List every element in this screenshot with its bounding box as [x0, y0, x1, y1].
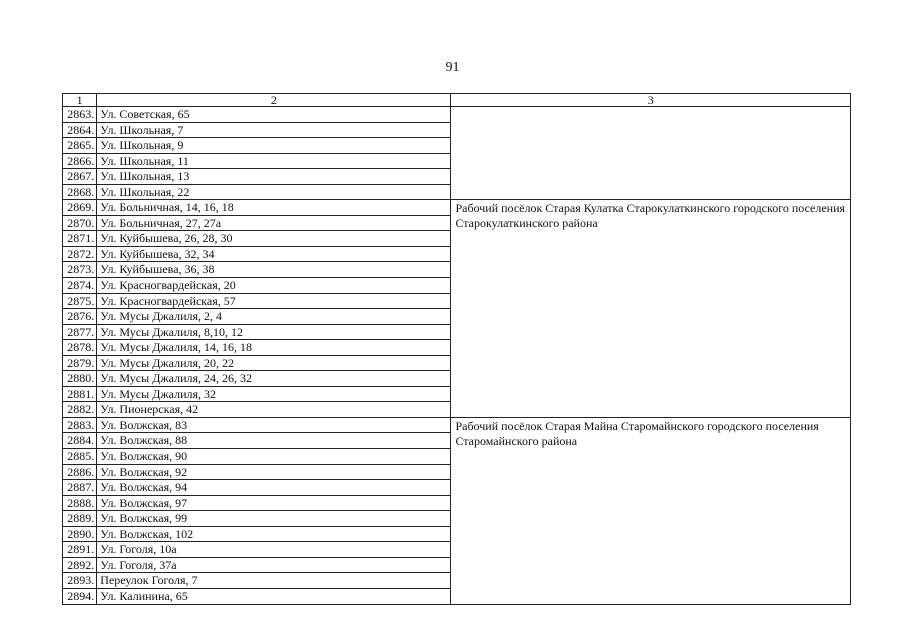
row-number-cell: 2884.: [63, 433, 97, 449]
row-number-cell: 2873.: [63, 262, 97, 278]
row-number-cell: 2892.: [63, 557, 97, 573]
address-cell: Ул. Волжская, 90: [97, 449, 451, 465]
address-cell: Ул. Мусы Джалиля, 20, 22: [97, 355, 451, 371]
address-cell: Ул. Волжская, 88: [97, 433, 451, 449]
address-cell: Ул. Красногвардейская, 57: [97, 293, 451, 309]
address-cell: Переулок Гоголя, 7: [97, 573, 451, 589]
locality-cell: Рабочий посёлок Старая Майна Старомайнского городского поселения Старомайнского района: [451, 417, 851, 604]
address-cell: Ул. Калинина, 65: [97, 588, 451, 604]
address-cell: Ул. Волжская, 94: [97, 480, 451, 496]
row-number-cell: 2866.: [63, 153, 97, 169]
locality-cell: Рабочий посёлок Старая Кулатка Старокулаткинского городского поселения Старокулаткинского района: [451, 200, 851, 418]
row-number-cell: 2889.: [63, 511, 97, 527]
address-cell: Ул. Мусы Джалиля, 24, 26, 32: [97, 371, 451, 387]
page-number: 91: [445, 60, 460, 75]
table-header-row: [63, 94, 851, 107]
address-cell: Ул. Мусы Джалиля, 14, 16, 18: [97, 340, 451, 356]
address-cell: Ул. Школьная, 7: [97, 122, 451, 138]
address-cell: Ул. Красногвардейская, 20: [97, 278, 451, 294]
row-number-cell: 2890.: [63, 526, 97, 542]
row-number-cell: 2891.: [63, 542, 97, 558]
row-number-cell: 2871.: [63, 231, 97, 247]
table-body: [63, 107, 851, 605]
address-cell: Ул. Пионерская, 42: [97, 402, 451, 418]
row-number-cell: 2864.: [63, 122, 97, 138]
address-cell: Ул. Волжская, 102: [97, 526, 451, 542]
address-cell: Ул. Школьная, 13: [97, 169, 451, 185]
row-number-cell: 2883.: [63, 417, 97, 433]
row-number-cell: 2879.: [63, 355, 97, 371]
address-cell: Ул. Куйбышева, 26, 28, 30: [97, 231, 451, 247]
row-number-cell: 2877.: [63, 324, 97, 340]
table-row: [63, 107, 851, 123]
row-number-cell: 2875.: [63, 293, 97, 309]
address-cell: Ул. Волжская, 83: [97, 417, 451, 433]
address-cell: Ул. Волжская, 97: [97, 495, 451, 511]
column-header-locality: 3: [451, 94, 851, 107]
address-cell: Ул. Школьная, 11: [97, 153, 451, 169]
address-cell: Ул. Куйбышева, 32, 34: [97, 246, 451, 262]
column-header-address: 2: [97, 94, 451, 107]
row-number-cell: 2876.: [63, 309, 97, 325]
address-cell: Ул. Больничная, 27, 27а: [97, 215, 451, 231]
row-number-cell: 2887.: [63, 480, 97, 496]
row-number-cell: 2885.: [63, 449, 97, 465]
column-header-number: 1: [63, 94, 97, 107]
row-number-cell: 2878.: [63, 340, 97, 356]
address-cell: Ул. Больничная, 14, 16, 18: [97, 200, 451, 216]
row-number-cell: 2882.: [63, 402, 97, 418]
table-row: [63, 417, 851, 433]
address-cell: Ул. Советская, 65: [97, 107, 451, 123]
row-number-cell: 2880.: [63, 371, 97, 387]
row-number-cell: 2881.: [63, 386, 97, 402]
address-cell: Ул. Школьная, 9: [97, 138, 451, 154]
address-cell: Ул. Куйбышева, 36, 38: [97, 262, 451, 278]
table-row: [63, 200, 851, 216]
address-table: [62, 93, 851, 605]
row-number-cell: 2894.: [63, 588, 97, 604]
row-number-cell: 2893.: [63, 573, 97, 589]
row-number-cell: 2865.: [63, 138, 97, 154]
locality-cell: [451, 107, 851, 200]
row-number-cell: 2867.: [63, 169, 97, 185]
row-number-cell: 2863.: [63, 107, 97, 123]
address-cell: Ул. Мусы Джалиля, 8,10, 12: [97, 324, 451, 340]
address-cell: Ул. Школьная, 22: [97, 184, 451, 200]
row-number-cell: 2868.: [63, 184, 97, 200]
row-number-cell: 2886.: [63, 464, 97, 480]
row-number-cell: 2874.: [63, 278, 97, 294]
row-number-cell: 2870.: [63, 215, 97, 231]
address-cell: Ул. Мусы Джалиля, 2, 4: [97, 309, 451, 325]
row-number-cell: 2869.: [63, 200, 97, 216]
address-cell: Ул. Волжская, 99: [97, 511, 451, 527]
row-number-cell: 2872.: [63, 246, 97, 262]
address-cell: Ул. Волжская, 92: [97, 464, 451, 480]
address-cell: Ул. Мусы Джалиля, 32: [97, 386, 451, 402]
address-cell: Ул. Гоголя, 10а: [97, 542, 451, 558]
row-number-cell: 2888.: [63, 495, 97, 511]
address-cell: Ул. Гоголя, 37а: [97, 557, 451, 573]
